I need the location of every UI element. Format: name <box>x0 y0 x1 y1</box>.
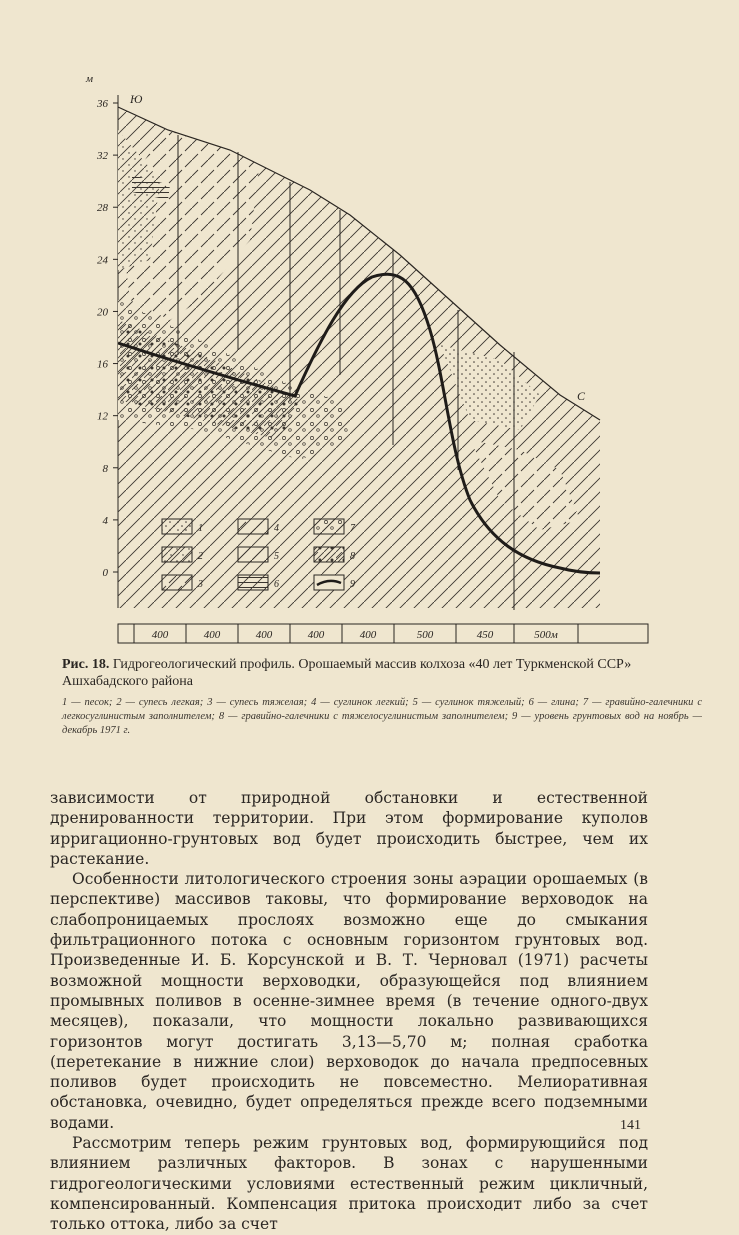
figure-caption <box>62 656 702 738</box>
y-tick-label: 32 <box>97 150 108 163</box>
y-tick-label: 0 <box>102 567 108 579</box>
svg-text:5: 5 <box>274 551 279 562</box>
svg-text:3: 3 <box>198 579 203 590</box>
geological-section <box>118 100 608 618</box>
distance-label: 400 <box>151 629 169 641</box>
y-tick-label: 16 <box>97 358 108 371</box>
svg-text:8: 8 <box>350 551 355 562</box>
y-tick-label: 4 <box>102 514 108 527</box>
caption-legend: 1 — песок; 2 — супесь легкая; 3 — супесь тяжелая; 4 — суглинок легкий; 5 — суглинок тяжелый; 6 — глина; 7 — гравийно-галечники с легкосуглинистым заполнителем; 8 — гравийно-галечники с тяжелосуглинистым заполнителем; 9 — уровень грунтовых вод на ноябрь — декабрь 1971 г. <box>62 697 702 736</box>
north-label: С <box>577 389 586 403</box>
y-tick-label: 24 <box>97 254 108 267</box>
caption-text: Гидрогеологический профиль. Орошаемый массив колхоза «40 лет Туркменской ССР» Ашхабадского района <box>62 657 632 689</box>
south-label: Ю <box>130 92 143 106</box>
y-axis <box>85 73 118 608</box>
svg-text:2: 2 <box>198 551 203 562</box>
y-tick-label: 20 <box>97 306 108 319</box>
page-number: 141 <box>620 1118 641 1133</box>
distance-label: 400 <box>359 629 377 641</box>
y-tick-label: 12 <box>97 410 108 423</box>
y-tick-label: 8 <box>102 462 108 475</box>
distance-label: 500м <box>534 629 558 641</box>
svg-text:1: 1 <box>198 523 203 534</box>
svg-text:6: 6 <box>274 579 279 590</box>
figure-legend <box>162 519 356 590</box>
svg-text:7: 7 <box>350 523 355 534</box>
paragraph-3: Рассмотрим теперь режим грунтовых вод, формирующийся под влиянием различных факторов. В зонах с нарушенными гидрогеологическими условиями естественный режим цикличный, компенсированный. Компенсация притока происходит либо за счет только оттока, либо за счет <box>50 1134 648 1234</box>
y-axis-unit: м <box>86 73 94 85</box>
paragraph-1: зависимости от природной обстановки и естественной дренированности территории. При этом формирование куполов ирригационно-грунтовых вод будет происходить быстрее, чем их растекание. <box>50 789 648 868</box>
distance-label: 450 <box>476 629 494 641</box>
svg-text:4: 4 <box>274 523 279 534</box>
distance-label: 400 <box>255 629 273 641</box>
caption-title <box>62 656 702 690</box>
y-tick-label: 36 <box>97 98 108 110</box>
distance-label: 400 <box>203 629 221 641</box>
figure-label: Рис. 18. <box>62 657 110 672</box>
distance-table <box>118 624 648 643</box>
distance-label: 400 <box>307 629 325 641</box>
body-text <box>50 788 648 1235</box>
y-tick-label: 28 <box>97 202 108 215</box>
svg-text:9: 9 <box>350 579 355 590</box>
distance-label: 500 <box>416 629 434 641</box>
paragraph-2: Особенности литологического строения зоны аэрации орошаемых (в перспективе) массивов таковы, что формирование верховодок на слабопроницаемых прослоях возможно еще до смыкания фильтрационного потока с основным горизонтом грунтовых вод. Произведенные И. Б. Корсунской и В. Т. Черновал (1971) расчеты возможной мощности верховодки, образующейся под влиянием промывных поливов в осенне-зимнее время (в течение одного-двух месяцев), показали, что мощности локально развивающихся горизонтов могут достигать 3,13—5,70 м; полная сработка (перетекание в нижние слои) верховодок до начала предпосевных поливов будет происходить не повсеместно. Мелиоративная обстановка, очевидно, будет определяться прежде всего подземными водами. <box>50 870 648 1132</box>
